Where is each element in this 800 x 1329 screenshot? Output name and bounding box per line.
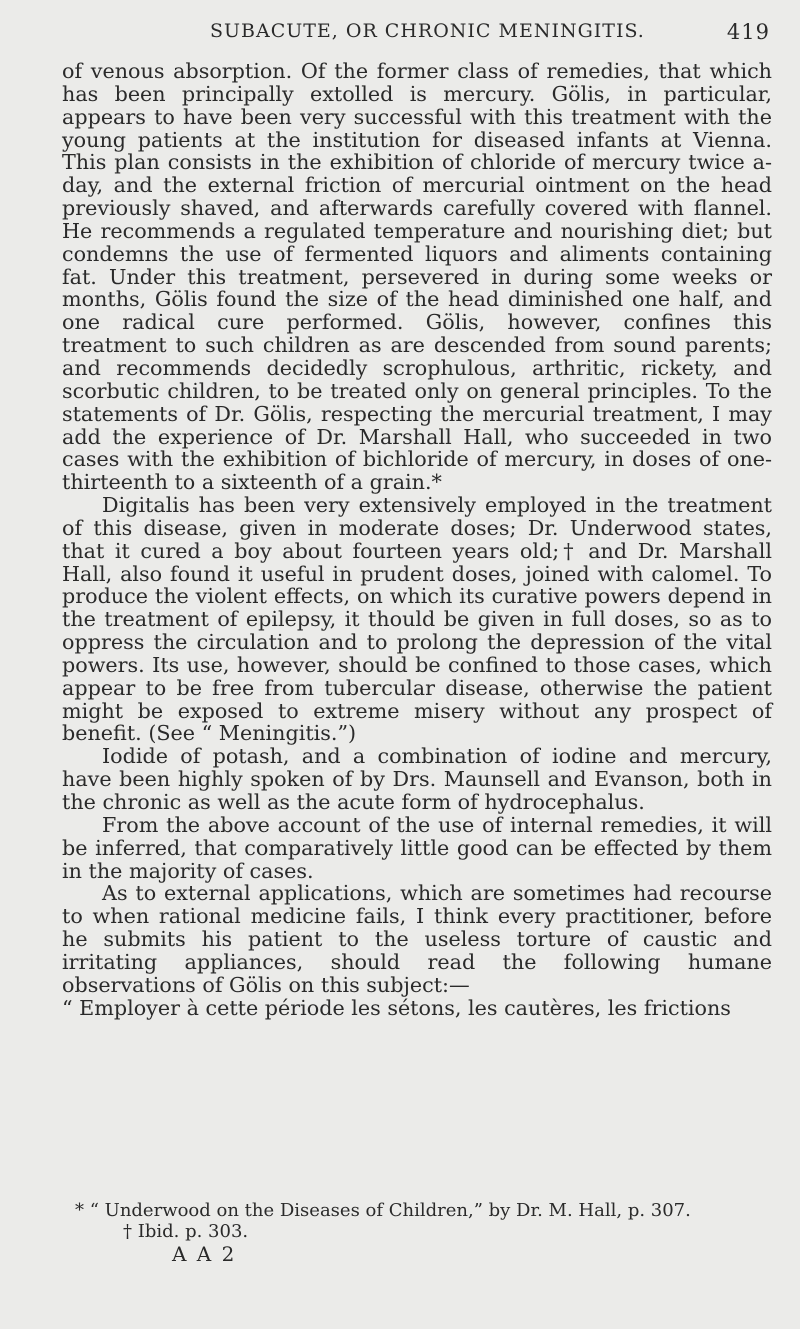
page-number: 419	[726, 20, 770, 44]
signature-mark: A A 2	[172, 1242, 237, 1266]
paragraph-5: As to external applications, which are sometimes had recourse to when rational medicine fails, I think every practitioner, before he submits his patient to the useless torture of caustic and irritating appliances, should read the following humane observations of Gölis on this subject:—	[62, 881, 772, 997]
paragraph-6-quote: “ Employer à cette période les sétons, les cautères, les frictions	[62, 995, 731, 1020]
footnotes	[75, 1200, 775, 1242]
footnote-2: † Ibid. p. 303.	[123, 1221, 249, 1242]
paragraph-2: Digitalis has been very extensively employed in the treatment of this disease, given in moderate doses; Dr. Underwood states, that it cured a boy about fourteen years old;† and Dr. Marshall Hall, also found it useful in prudent doses, joined with calomel. To produce the violent effects, on which its curative powers depend in the treatment of epilepsy, it thould be given in full doses, so as to oppress the circulation and to prolong the depression of the vital powers. Its use, however, should be confined to those cases, which appear to be free from tubercular disease, otherwise the patient might be exposed to extreme misery without any prospect of benefit. (See “ Meningitis.”)	[62, 493, 772, 746]
body-text	[62, 60, 772, 1019]
paragraph-1: of venous absorption. Of the former class of remedies, that which has been principally extolled is mercury. Gölis, in particular, appears to have been very successful with this treatment with the young patients at the institution for diseased infants at Vienna. This plan consists in the exhibition of chloride of mercury twice a-day, and the external friction of mercurial ointment on the head previously shaved, and afterwards carefully covered with flannel. He recommends a regulated temperature and nourishing diet; but condemns the use of fermented liquors and aliments containing fat. Under this treatment, persevered in during some weeks or months, Gölis found the size of the head diminished one half, and one radical cure performed. Gölis, however, confines this treatment to such children as are descended from sound parents; and recommends decidedly scrophulous, arthritic, rickety, and scorbutic children, to be treated only on general principles. To the statements of Dr. Gölis, respecting the mercurial treatment, I may add the experience of Dr. Marshall Hall, who succeeded in two cases with the exhibition of bichloride of mercury, in doses of one-thirteenth to a sixteenth of a grain.*	[62, 59, 772, 495]
running-title: SUBACUTE, OR CHRONIC MENINGITIS.	[210, 20, 645, 42]
paragraph-3: Iodide of potash, and a combination of iodine and mercury, have been highly spoken of by Drs. Maunsell and Evanson, both in the chronic as well as the acute form of hydrocephalus.	[62, 744, 772, 814]
footnote-1: * “ Underwood on the Diseases of Children,” by Dr. M. Hall, p. 307.	[75, 1200, 691, 1221]
paragraph-4: From the above account of the use of internal remedies, it will be inferred, that comparatively little good can be effected by them in the majority of cases.	[62, 812, 772, 883]
